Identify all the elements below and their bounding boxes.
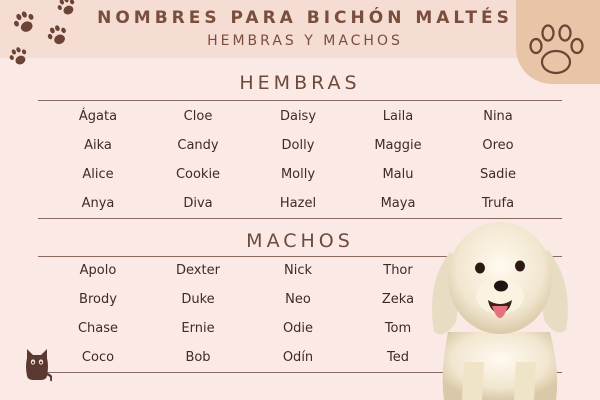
name-cell: Laila <box>382 109 414 124</box>
section-heading-hembras: HEMBRAS <box>239 72 361 94</box>
name-cell: Hazel <box>279 196 317 211</box>
name-cell: Nick <box>283 263 312 278</box>
name-cell: Brody <box>79 292 117 307</box>
name-cell: Thor <box>383 263 413 278</box>
name-cell: Apolo <box>79 263 117 278</box>
name-cell: Ted <box>387 350 409 365</box>
name-cell: Chase <box>77 321 119 336</box>
white-maltese-dog-photo <box>420 212 580 400</box>
section-divider <box>38 100 562 101</box>
name-cell: Duke <box>181 292 215 307</box>
cat-icon <box>22 346 52 382</box>
name-cell: Alice <box>82 167 114 182</box>
name-cell: Bob <box>185 350 211 365</box>
name-cell: Candy <box>177 138 219 153</box>
name-cell: Malu <box>382 167 414 182</box>
section-heading-machos: MACHOS <box>246 230 354 252</box>
name-cell: Odín <box>282 350 314 365</box>
name-cell: Daisy <box>279 109 317 124</box>
name-cell: Dexter <box>176 263 220 278</box>
name-cell: Cookie <box>175 167 221 182</box>
page-title: NOMBRES PARA BICHÓN MALTÉS <box>97 8 513 28</box>
names-grid-hembras <box>48 102 548 218</box>
name-cell: Cloe <box>183 109 213 124</box>
name-cell: Sadie <box>479 167 517 182</box>
name-cell: Aika <box>84 138 112 153</box>
name-cell: Ernie <box>181 321 215 336</box>
name-cell: Nina <box>483 109 513 124</box>
name-cell: Dolly <box>281 138 315 153</box>
name-cell: Odie <box>282 321 314 336</box>
name-cell: Coco <box>81 350 115 365</box>
name-cell: Tom <box>384 321 412 336</box>
name-cell: Neo <box>285 292 311 307</box>
name-cell: Trufa <box>481 196 515 211</box>
name-cell: Zeka <box>381 292 415 307</box>
name-cell: Anya <box>81 196 115 211</box>
name-cell: Oreo <box>482 138 514 153</box>
name-cell: Ágata <box>78 109 118 124</box>
name-cell: Molly <box>280 167 316 182</box>
name-cell: Diva <box>183 196 213 211</box>
page-subtitle: HEMBRAS Y MACHOS <box>207 33 403 49</box>
paw-print-icon <box>8 46 30 68</box>
name-cell: Maya <box>380 196 416 211</box>
name-cell: Maggie <box>374 138 422 153</box>
